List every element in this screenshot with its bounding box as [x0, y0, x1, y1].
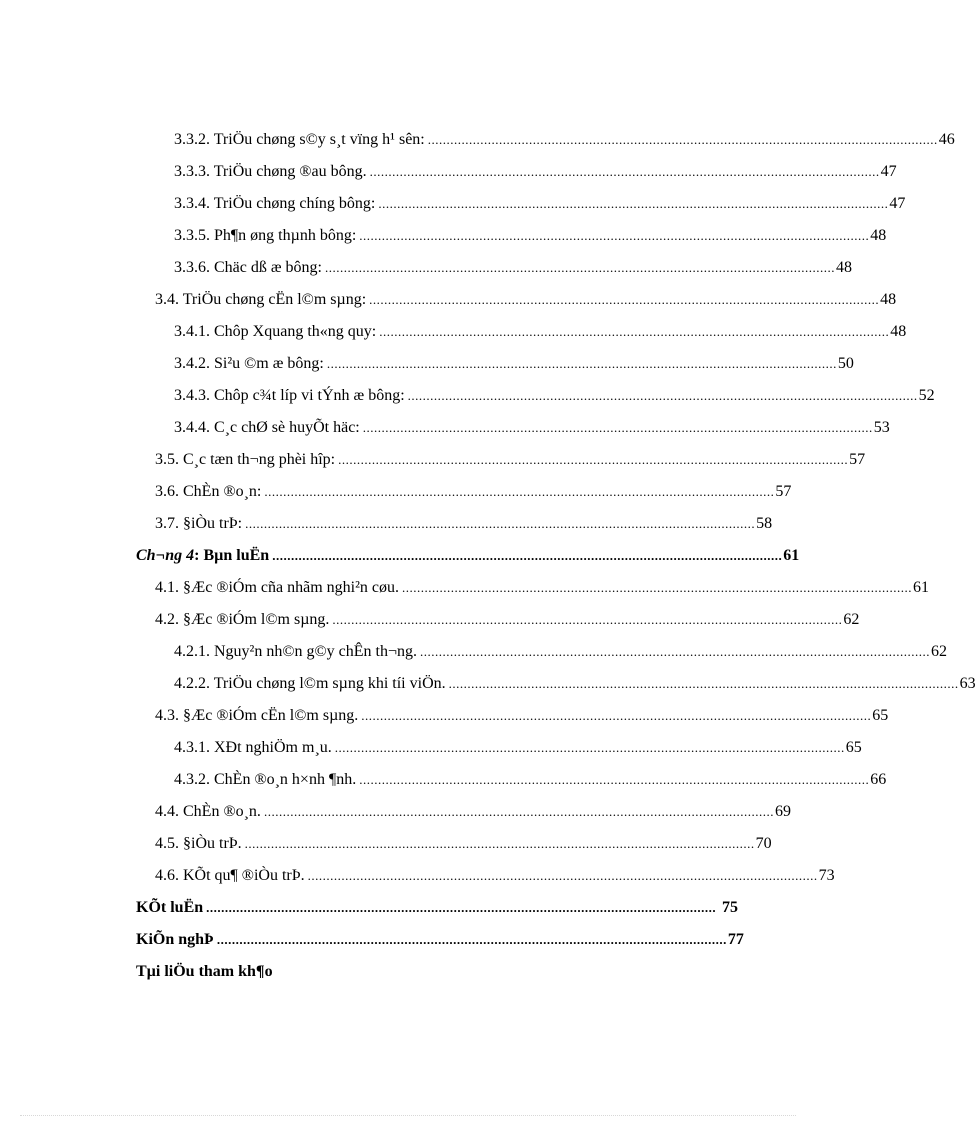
toc-entry-title: 4.6. KÕt qu¶ ®iÒu trÞ.	[155, 867, 305, 884]
toc-entry-page: 70	[755, 835, 772, 852]
dot-leader: ........................................................................................................................................	[407, 388, 918, 403]
toc-entry-title: KÕt luËn	[136, 899, 204, 916]
toc-entry	[174, 672, 976, 696]
toc-entry-title: 3.3.5. Ph¶n øng thµnh bông:	[174, 227, 357, 244]
toc-entry-title: 3.4.2. Si²u ©m æ bông:	[174, 355, 324, 372]
toc-entry-title: 4.2.1. Nguy²n nh©n g©y chÊn th¬ng.	[174, 643, 418, 660]
dot-leader: ........................................................................................................................................	[206, 900, 717, 915]
toc-entry-page: 58	[756, 515, 773, 532]
toc-entry-page: 48	[890, 323, 907, 340]
toc-entry	[155, 704, 889, 728]
toc-entry-title	[136, 544, 272, 568]
toc-entry-chapter	[136, 896, 738, 920]
toc-entry-title: 4.2.2. TriÖu chøng l©m sµng khi tíi viÖn.	[174, 675, 446, 692]
toc-entry-title: 3.7. §iÒu trÞ:	[155, 515, 243, 532]
dot-leader: ........................................................................................................................................	[369, 292, 880, 307]
toc-entry-title: 3.4.3. Chôp c¾t líp vi tÝnh æ bông:	[174, 387, 405, 404]
toc-entry-page: 47	[880, 163, 897, 180]
toc-entry-page: 75	[722, 899, 738, 916]
toc-entry-page: 61	[913, 579, 930, 596]
toc-entry-title: 3.4.1. Chôp Xquang th«ng quy:	[174, 323, 377, 340]
toc-entry-page: 57	[775, 483, 792, 500]
toc-entry-page: 48	[836, 259, 852, 276]
dot-leader: ........................................................................................................................................	[402, 580, 913, 595]
toc-entry-page: 52	[918, 387, 935, 404]
toc-entry-page: 50	[837, 355, 854, 372]
dot-leader: ........................................................................................................................................	[378, 196, 889, 211]
toc-entry-title: 3.3.4. TriÖu chøng chíng bông:	[174, 195, 376, 212]
toc-entry-page: 65	[845, 739, 862, 756]
dot-leader: ........................................................................................................................................	[264, 484, 775, 499]
toc-entry-title: 4.1. §Æc ®iÓm cña nhãm nghi²n cøu.	[155, 579, 400, 596]
toc-entry-title: 3.3.3. TriÖu chøng ®au bông.	[174, 163, 367, 180]
chapter-word: Ch¬ng 4	[136, 547, 195, 564]
dot-leader: ........................................................................................................................................	[427, 132, 938, 147]
toc-entry	[155, 608, 860, 632]
chapter-name: : Bµn luËn	[194, 547, 270, 564]
dot-leader: ........................................................................................................................................	[338, 452, 849, 467]
toc-entry	[174, 384, 935, 408]
toc-entry-title: 3.6. ChÈn ®o¸n:	[155, 483, 262, 500]
toc-entry-page: 73	[818, 867, 835, 884]
toc-entry	[155, 512, 773, 536]
toc-entry-page: 48	[870, 227, 887, 244]
toc-entry-title: KiÕn nghÞ	[136, 931, 214, 948]
toc-entry	[174, 160, 897, 184]
dot-leader: ........................................................................................................................................	[263, 804, 774, 819]
toc-entry-page: 48	[880, 291, 897, 308]
dot-leader: ........................................................................................................................................	[307, 868, 818, 883]
toc-entry	[174, 192, 906, 216]
toc-entry-chapter	[136, 960, 738, 984]
toc-entry	[174, 128, 955, 152]
toc-entry-page: 77	[727, 931, 744, 948]
toc-entry-page: 57	[849, 451, 866, 468]
toc-entry-chapter	[136, 544, 800, 568]
toc-entry-title: 4.3.1. XÐt nghiÖm m¸u.	[174, 739, 332, 756]
toc-entry	[174, 352, 854, 376]
dot-leader: ........................................................................................................................................	[448, 676, 959, 691]
toc-entry	[155, 480, 792, 504]
dot-leader: ........................................................................................................................................	[379, 324, 890, 339]
dot-leader: ........................................................................................................................................	[369, 164, 880, 179]
toc-entry	[155, 800, 791, 824]
toc-entry	[174, 320, 907, 344]
toc-entry	[174, 256, 852, 280]
toc-entry	[174, 224, 887, 248]
toc-entry-title: 4.3. §Æc ®iÓm cËn l©m sµng.	[155, 707, 359, 724]
toc-entry-page: 62	[843, 611, 860, 628]
dot-leader: ........................................................................................................................................	[332, 612, 843, 627]
toc-entry-title: Tµi liÖu tham kh¶o	[136, 963, 273, 980]
toc-entry-title: 4.3.2. ChÈn ®o¸n h×nh ¶nh.	[174, 771, 357, 788]
toc-entry-title: 4.4. ChÈn ®o¸n.	[155, 803, 261, 820]
dot-leader: ........................................................................................................................................	[325, 260, 835, 275]
toc-entry-title: 3.4. TriÖu chøng cËn l©m sµng:	[155, 291, 367, 308]
toc-entry-chapter	[136, 928, 744, 952]
dot-leader: ........................................................................................................................................	[359, 228, 870, 243]
toc-entry	[174, 736, 862, 760]
dot-leader: ........................................................................................................................................	[244, 836, 755, 851]
dot-leader: ........................................................................................................................................	[216, 932, 727, 947]
dot-leader: ........................................................................................................................................	[272, 548, 783, 563]
toc-entry	[155, 832, 772, 856]
toc-entry-page: 63	[959, 675, 976, 692]
dot-leader: ........................................................................................................................................	[245, 516, 756, 531]
dot-leader: ........................................................................................................................................	[326, 356, 837, 371]
toc-entry-title: 3.3.6. Chäc dß æ bông:	[174, 259, 322, 276]
toc-entry-title: 4.2. §Æc ®iÓm l©m sµng.	[155, 611, 330, 628]
toc-entry-page: 46	[938, 131, 955, 148]
dot-leader: ........................................................................................................................................	[359, 772, 870, 787]
toc-entry	[155, 864, 835, 888]
toc-entry-page: 53	[873, 419, 890, 436]
toc-entry	[155, 288, 897, 312]
toc-entry-page: 66	[870, 771, 887, 788]
toc-entry-title: 3.4.4. C¸c chØ sè huyÕt häc:	[174, 419, 360, 436]
toc-entry-page: 69	[774, 803, 791, 820]
toc-entry-title: 4.5. §iÒu trÞ.	[155, 835, 242, 852]
page-bottom-divider	[20, 1115, 796, 1116]
toc-entry-page: 65	[872, 707, 889, 724]
toc-entry-page: 47	[889, 195, 906, 212]
toc-entry	[174, 640, 948, 664]
dot-leader: ........................................................................................................................................	[334, 740, 845, 755]
toc-entry	[174, 768, 887, 792]
toc-entry	[174, 416, 890, 440]
toc-entry-title: 3.5. C¸c tæn th¬ng phèi hîp:	[155, 451, 336, 468]
toc-entry-page: 61	[783, 547, 800, 564]
dot-leader: ........................................................................................................................................	[420, 644, 931, 659]
toc-entry	[155, 448, 866, 472]
toc-entry-title: 3.3.2. TriÖu chøng s©y s¸t vïng h¹ sên:	[174, 131, 425, 148]
toc-entry-page: 62	[931, 643, 948, 660]
dot-leader: ........................................................................................................................................	[362, 420, 873, 435]
toc-entry	[155, 576, 930, 600]
dot-leader: ........................................................................................................................................	[361, 708, 872, 723]
